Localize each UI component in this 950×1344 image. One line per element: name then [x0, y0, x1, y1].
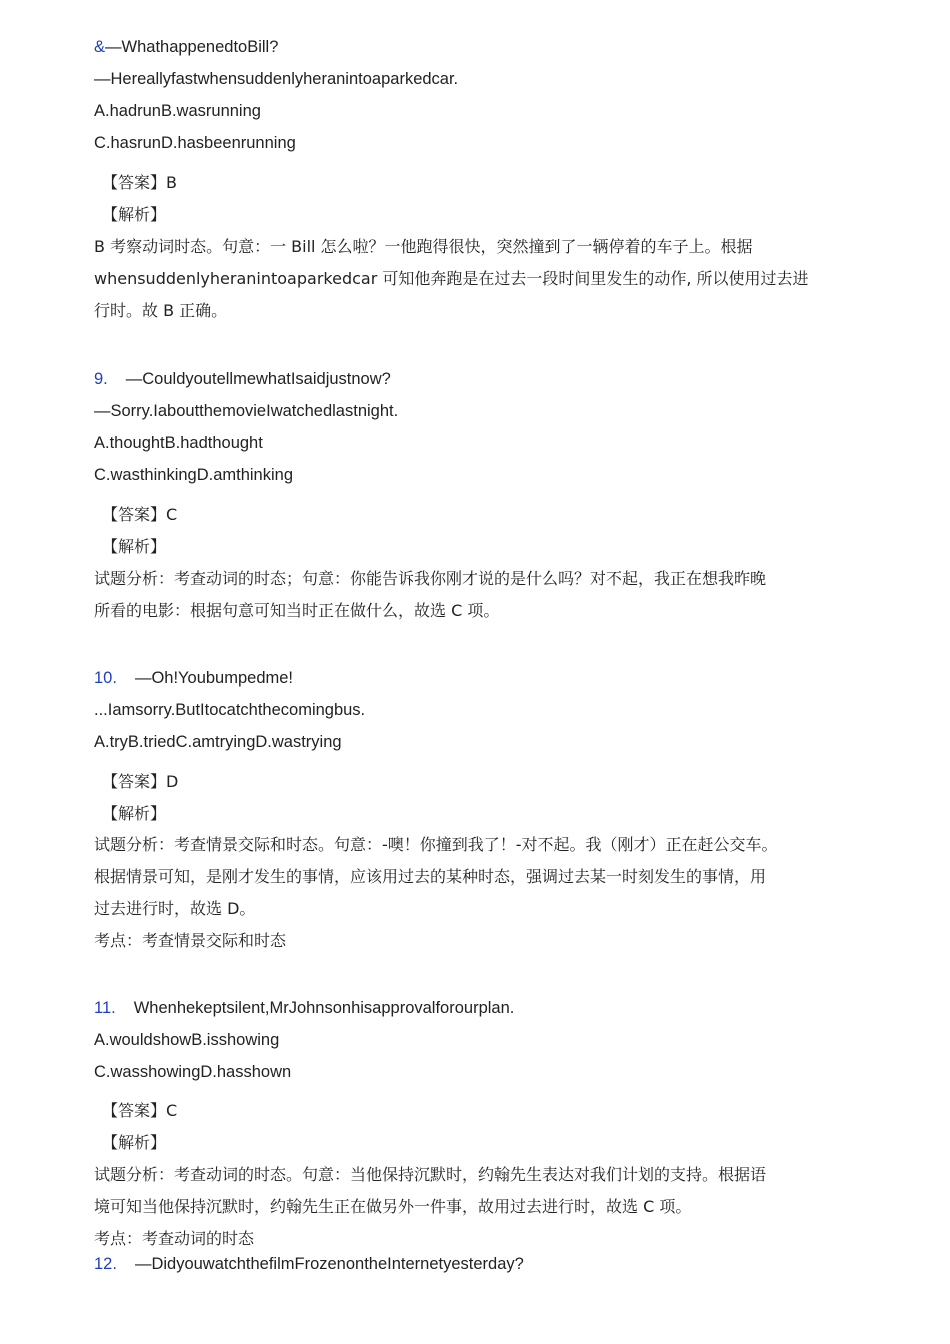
question-8-explanation-2: whensuddenlyheranintoaparkedcar 可知他奔跑是在过去一段时间里发生的动作, 所以使用过去进 [94, 269, 809, 288]
question-number: 9. [94, 370, 108, 388]
question-8-options-cd: C.hasrunD.hasbeenrunning [94, 134, 296, 152]
question-10-options: A.tryB.triedC.amtryingD.wastrying [94, 733, 342, 751]
question-9-explanation-1: 试题分析：考查动词的时态；句意：你能告诉我你刚才说的是什么吗？对不起，我正在想我昨晚 [94, 569, 767, 588]
question-number: & [94, 38, 106, 56]
question-10-explanation-3: 过去进行时，故选 D。 [94, 899, 256, 918]
question-10-stem [94, 667, 293, 689]
question-8-answer: 【答案】B [102, 173, 177, 192]
question-10-analysis-label: 【解析】 [102, 804, 167, 823]
question-11-analysis-label: 【解析】 [102, 1133, 167, 1152]
question-8-options-ab: A.hadrunB.wasrunning [94, 102, 261, 120]
question-9-explanation-2: 所看的电影：根据句意可知当时正在做什么，故选 C 项。 [94, 601, 500, 620]
question-text: —WhathappenedtoBill? [105, 38, 279, 56]
question-9-answer: 【答案】C [102, 505, 178, 524]
question-11-options-ab: A.wouldshowB.isshowing [94, 1031, 280, 1049]
question-10-line2: ...Iamsorry.ButItocatchthecomingbus. [94, 701, 366, 719]
question-8-explanation-3: 行时。故 B 正确。 [94, 301, 228, 320]
question-10-explanation-1: 试题分析：考查情景交际和时态。句意：-噢！你撞到我了！-对不起。我（刚才）正在赶公交车。 [94, 835, 778, 854]
question-9-options-ab: A.thoughtB.hadthought [94, 434, 263, 452]
question-text: —DidyouwatchthefilmFrozenontheInternetyesterday? [134, 1255, 524, 1273]
question-10-point: 考点：考查情景交际和时态 [94, 931, 287, 950]
question-9-stem [94, 368, 391, 390]
question-12-stem [94, 1253, 524, 1275]
question-number: 11. [94, 999, 116, 1017]
question-11-stem [94, 997, 514, 1019]
question-number: 10. [94, 669, 117, 687]
question-8-stem [94, 36, 278, 58]
question-10-explanation-2: 根据情景可知，是刚才发生的事情，应该用过去的某种时态，强调过去某一时刻发生的事情，用 [94, 867, 767, 886]
question-10-answer: 【答案】D [102, 772, 179, 791]
question-text: —CouldyoutellmewhatIsaidjustnow? [125, 370, 391, 388]
question-8-line2: —Hereallyfastwhensuddenlyheranintoaparkedcar. [94, 70, 459, 88]
question-11-options-cd: C.wasshowingD.hasshown [94, 1063, 292, 1081]
question-11-explanation-2: 境可知当他保持沉默时，约翰先生正在做另外一件事，故用过去进行时，故选 C 项。 [94, 1197, 692, 1216]
question-8-explanation-1: B 考察动词时态。句意：一 Bill 怎么啦？一他跑得很快，突然撞到了一辆停着的车子上。根据 [94, 237, 753, 256]
question-text: Whenhekeptsilent,MrJohnsonhisapprovalforourplan. [133, 999, 515, 1017]
question-11-explanation-1: 试题分析：考查动词的时态。句意：当他保持沉默时，约翰先生表达对我们计划的支持。根据语 [94, 1165, 767, 1184]
question-11-answer: 【答案】C [102, 1101, 178, 1120]
question-8-analysis-label: 【解析】 [102, 205, 167, 224]
question-number: 12. [94, 1255, 117, 1273]
question-11-point: 考点：考查动词的时态 [94, 1229, 255, 1248]
question-9-line2: —Sorry.IaboutthemovieIwatchedlastnight. [94, 402, 399, 420]
question-text: —Oh!Youbumpedme! [134, 669, 294, 687]
question-9-options-cd: C.wasthinkingD.amthinking [94, 466, 294, 484]
question-9-analysis-label: 【解析】 [102, 537, 167, 556]
